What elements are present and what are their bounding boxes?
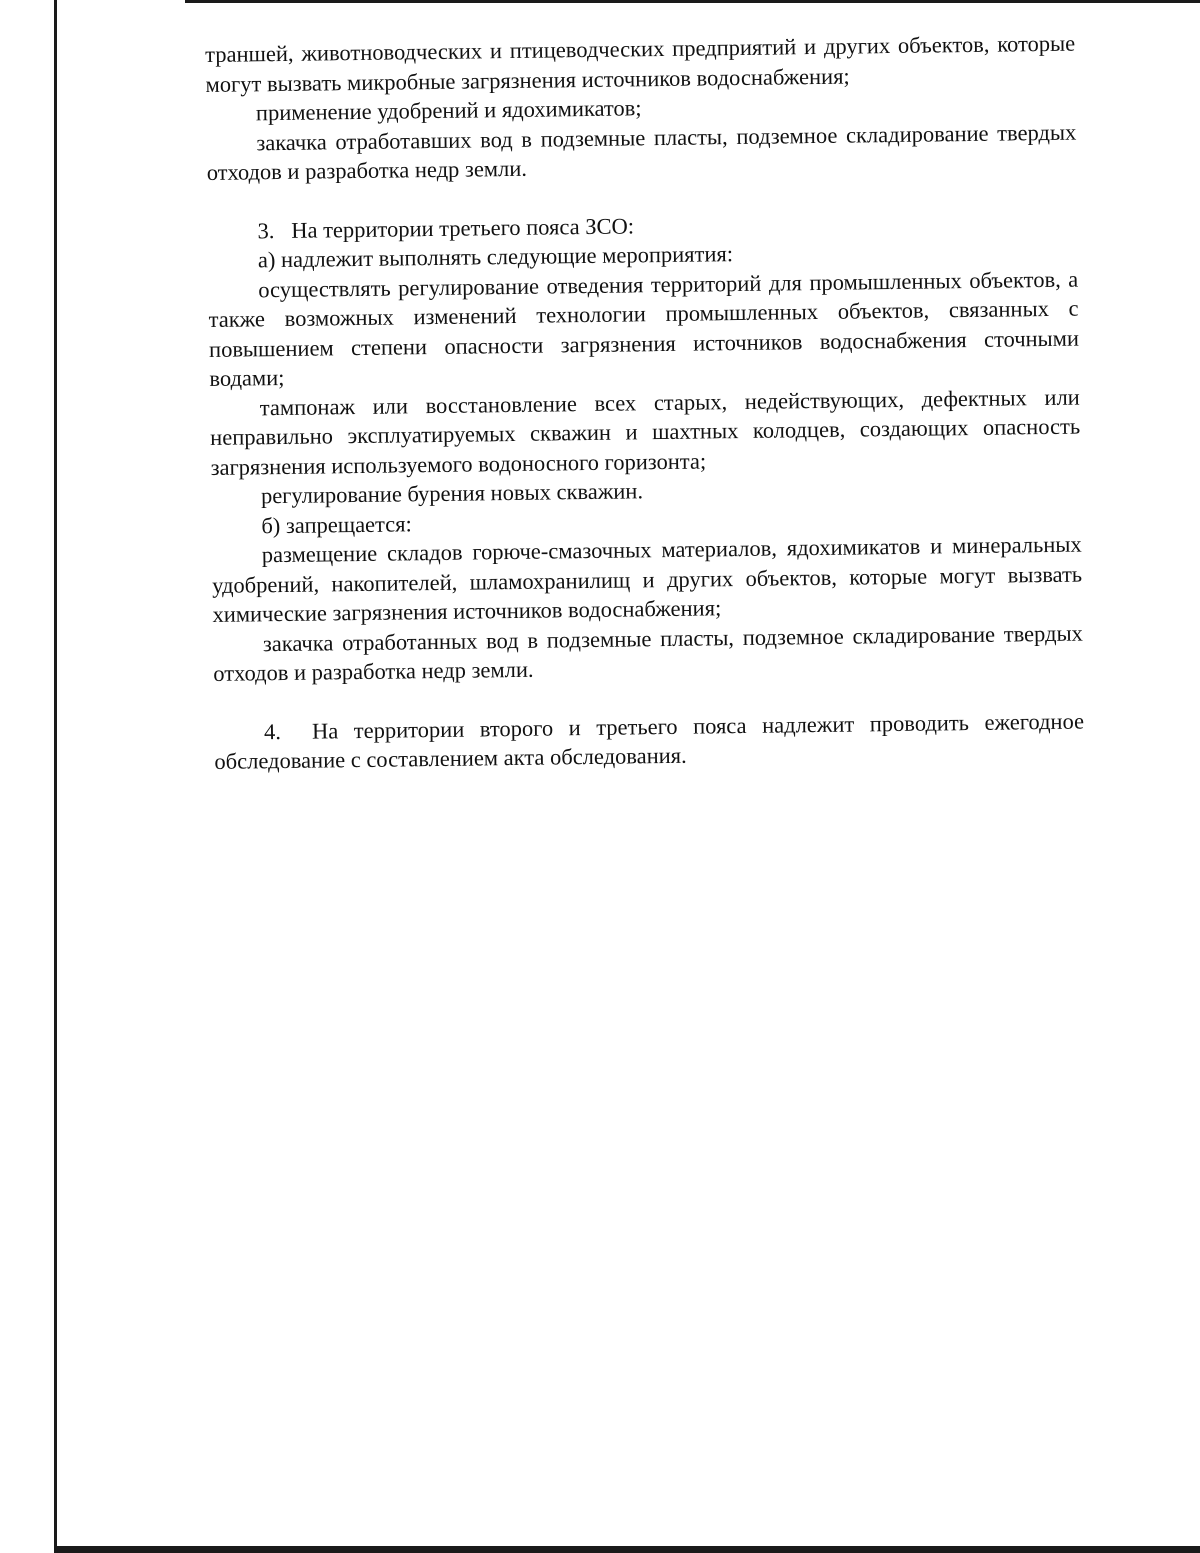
section-3-heading: 3. На территории третьего пояса ЗСО: xyxy=(257,212,635,243)
section-3a-item-1: осуществлять регулирование отведения территорий для промышленных объектов, а также возможных изменений технологии промышленных объектов, связанных с повышением степени опасности загрязнения источников водоснабжения сточными водами; xyxy=(208,266,1080,391)
section-4: 4. На территории второго и третьего пояса надлежит проводить ежегодное обследование с составлением акта обследования. xyxy=(214,707,1090,774)
scan-border-left xyxy=(54,0,57,1553)
paragraph-fertilizers: применение удобрений и ядохимикатов; xyxy=(255,95,642,126)
section-3a-item-3: регулирование бурения новых скважин. xyxy=(260,478,644,509)
section-3b-heading: б) запрещается: xyxy=(261,510,412,538)
paragraph-injection-zone2: закачка отработавших вод в подземные пласты, подземное складирование твердых отходов и разработка недр земли. xyxy=(206,119,1077,185)
scan-border-top xyxy=(185,0,1200,3)
paragraph-continuation: траншей, животноводческих и птицеводческих предприятий и других объектов, которые могут вызвать микробные загрязнения источников водоснабжения; xyxy=(205,30,1076,97)
section-3a-heading: а) надлежит выполнять следующие мероприятия: xyxy=(257,241,734,273)
section-3b-item-2: закачка отработанных вод в подземные пласты, подземное складирование твердых отходов и разработка недр земли. xyxy=(213,620,1083,686)
section-3a-item-2: тампонаж или восстановление всех старых, недействующих, дефектных или неправильно эксплуатируемых скважин и шахтных колодцев, создающих опасность загрязнения используемого водоносного горизонта; xyxy=(210,384,1081,480)
document-page xyxy=(205,29,1090,777)
section-3b-item-1: размещение складов горюче-смазочных материалов, ядохимикатов и минеральных удобрений, накопителей, шламохранилищ и других объектов, которые могут вызвать химические загрязнения источников водоснабжения; xyxy=(211,531,1083,627)
scan-border-bottom xyxy=(54,1546,1200,1553)
